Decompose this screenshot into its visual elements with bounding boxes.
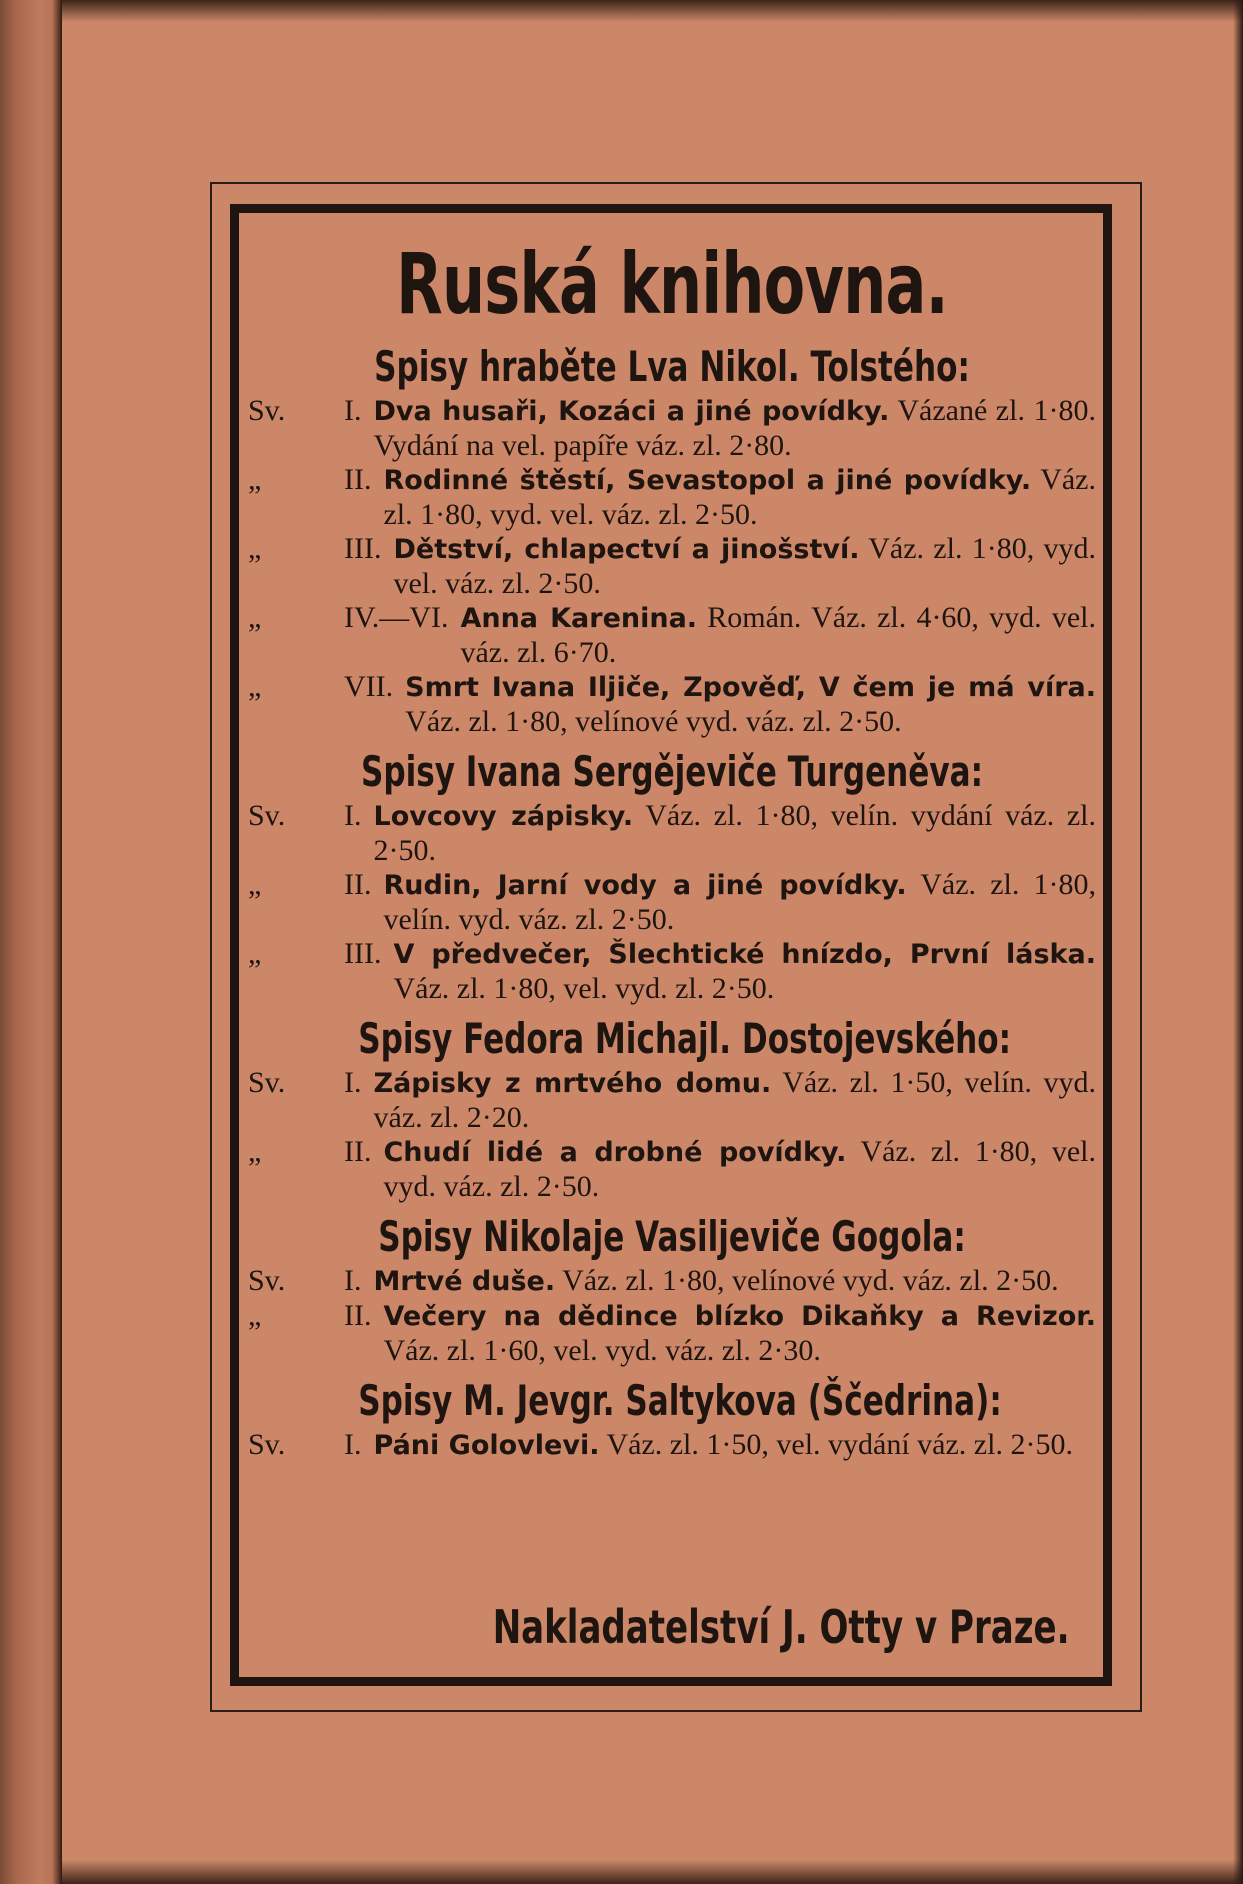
entry-lead <box>248 532 344 601</box>
entry-body <box>460 601 1096 670</box>
volume-marker: „ <box>248 1299 262 1332</box>
volume-number: I. <box>344 1066 362 1099</box>
entry-body <box>374 1066 1097 1135</box>
entry-body <box>405 670 1096 739</box>
price-info: Román. Váz. zl. 4·60, vyd. vel. váz. zl. 6·70. <box>460 601 1096 669</box>
catalog-entry <box>248 532 1096 601</box>
top-shadow <box>62 0 1243 22</box>
entry-body <box>383 868 1096 937</box>
catalog-sections <box>248 340 1096 1463</box>
catalog-entry <box>248 1428 1096 1463</box>
price-info: Váz. zl. 1·80, vyd. vel. váz. zl. 2·50. <box>393 532 1096 600</box>
price-info: Váz. zl. 1·80, velín. vyd. váz. zl. 2·50. <box>383 868 1096 936</box>
volume-marker: „ <box>248 868 262 901</box>
catalog-entry <box>248 799 1096 868</box>
price-info: Váz. zl. 1·80, vel. vyd. zl. 2·50. <box>393 972 775 1005</box>
catalog-entry <box>248 394 1096 463</box>
volume-number: IV.—VI. <box>344 601 449 634</box>
volume-number: VII. <box>344 670 394 703</box>
volume-number: I. <box>344 394 362 427</box>
entry-lead <box>248 937 344 1006</box>
entry-lead <box>248 868 344 937</box>
entry-body <box>374 1428 1097 1463</box>
section-heading: Spisy Fedora Michajl. Dostojevského: <box>358 1014 1012 1063</box>
entry-lead <box>248 394 344 463</box>
bottom-shadow <box>62 1860 1243 1884</box>
price-info: Váz. zl. 1·80, vyd. vel. váz. zl. 2·50. <box>383 463 1096 531</box>
volume-number: II. <box>344 1299 372 1332</box>
volume-number: II. <box>344 868 372 901</box>
section-heading: Spisy Ivana Sergějeviče Turgeněva: <box>360 747 984 796</box>
work-title: Smrt Ivana Iljiče, Zpověď, V čem je má víra. <box>405 672 1096 703</box>
volume-marker: Sv. <box>248 799 286 832</box>
entry-body <box>374 1264 1097 1299</box>
catalog-entry <box>248 601 1096 670</box>
entry-lead <box>248 601 344 670</box>
volume-number: I. <box>344 1264 362 1297</box>
price-info: Váz. zl. 1·80, velínové vyd. váz. zl. 2·50. <box>562 1264 1059 1297</box>
volume-marker: „ <box>248 1135 262 1168</box>
catalog-entry <box>248 868 1096 937</box>
entry-lead <box>248 1264 344 1299</box>
volume-marker: Sv. <box>248 394 286 427</box>
work-title: Večery na dědince blízko Dikaňky a Revizor. <box>383 1301 1096 1332</box>
work-title: Zápisky z mrtvého domu. <box>373 1068 772 1099</box>
catalog-entry <box>248 670 1096 739</box>
section-heading: Spisy M. Jevgr. Saltykova (Ščedrina): <box>358 1376 1002 1425</box>
catalog-entry <box>248 463 1096 532</box>
volume-marker: Sv. <box>248 1066 286 1099</box>
price-info: Váz. zl. 1·50, velín. vyd. váz. zl. 2·20. <box>373 1066 1096 1134</box>
catalog-entry <box>248 1264 1096 1299</box>
price-info: Vázané zl. 1·80. Vydání na vel. papíře váz. zl. 2·80. <box>373 394 1096 462</box>
entry-lead <box>248 1135 344 1204</box>
right-shadow <box>1233 0 1243 1884</box>
entry-body <box>383 1299 1096 1368</box>
entry-body <box>374 394 1097 463</box>
publisher-line: Nakladatelství J. Otty v Praze. <box>493 1600 1070 1654</box>
volume-marker: „ <box>248 532 262 565</box>
volume-number: I. <box>344 799 362 832</box>
entry-lead <box>248 1299 344 1368</box>
volume-number: II. <box>344 463 372 496</box>
entry-body <box>393 532 1096 601</box>
catalog-entry <box>248 937 1096 1006</box>
entry-lead <box>248 1428 344 1463</box>
catalog-entry <box>248 1135 1096 1204</box>
entry-body <box>393 937 1096 1006</box>
work-title: Mrtvé duše. <box>373 1266 556 1297</box>
price-info: Váz. zl. 1·60, vel. vyd. váz. zl. 2·30. <box>383 1334 821 1367</box>
volume-marker: „ <box>248 601 262 634</box>
work-title: Rudin, Jarní vody a jiné povídky. <box>383 870 907 901</box>
advertisement-content <box>248 222 1096 1672</box>
price-info: Váz. zl. 1·80, velínové vyd. váz. zl. 2·50. <box>405 705 902 738</box>
work-title: Dva husaři, Kozáci a jiné povídky. <box>373 396 890 427</box>
work-title: Anna Karenina. <box>460 603 698 634</box>
volume-marker: „ <box>248 463 262 496</box>
book-spine <box>0 0 62 1884</box>
price-info: Váz. zl. 1·80, vel. vyd. váz. zl. 2·50. <box>383 1135 1096 1203</box>
price-info: Váz. zl. 1·50, vel. vydání váz. zl. 2·50. <box>606 1428 1073 1461</box>
catalog-entry <box>248 1066 1096 1135</box>
work-title: Rodinné štěstí, Sevastopol a jiné povídky. <box>383 465 1032 496</box>
entry-lead <box>248 799 344 868</box>
section-heading: Spisy Nikolaje Vasiljeviče Gogola: <box>378 1212 966 1261</box>
entry-lead <box>248 463 344 532</box>
entry-lead <box>248 1066 344 1135</box>
entry-body <box>383 463 1096 532</box>
volume-marker: „ <box>248 670 262 703</box>
work-title: V předvečer, Šlechtické hnízdo, První láska. <box>393 939 1096 970</box>
entry-lead <box>248 670 344 739</box>
volume-number: III. <box>344 937 382 970</box>
volume-marker: Sv. <box>248 1264 286 1297</box>
work-title: Dětství, chlapectví a jinošství. <box>393 534 860 565</box>
entry-body <box>374 799 1097 868</box>
volume-number: I. <box>344 1428 362 1461</box>
volume-marker: Sv. <box>248 1428 286 1461</box>
catalog-entry <box>248 1299 1096 1368</box>
price-info: Váz. zl. 1·80, velín. vydání váz. zl. 2·50. <box>373 799 1096 867</box>
volume-number: II. <box>344 1135 372 1168</box>
section-heading: Spisy hraběte Lva Nikol. Tolstého: <box>374 342 970 391</box>
volume-number: III. <box>344 532 382 565</box>
work-title: Lovcovy zápisky. <box>373 801 634 832</box>
work-title: Páni Golovlevi. <box>373 1430 600 1461</box>
entry-body <box>383 1135 1096 1204</box>
page-title: Ruská knihovna. <box>396 235 948 333</box>
work-title: Chudí lidé a drobné povídky. <box>383 1137 847 1168</box>
volume-marker: „ <box>248 937 262 970</box>
